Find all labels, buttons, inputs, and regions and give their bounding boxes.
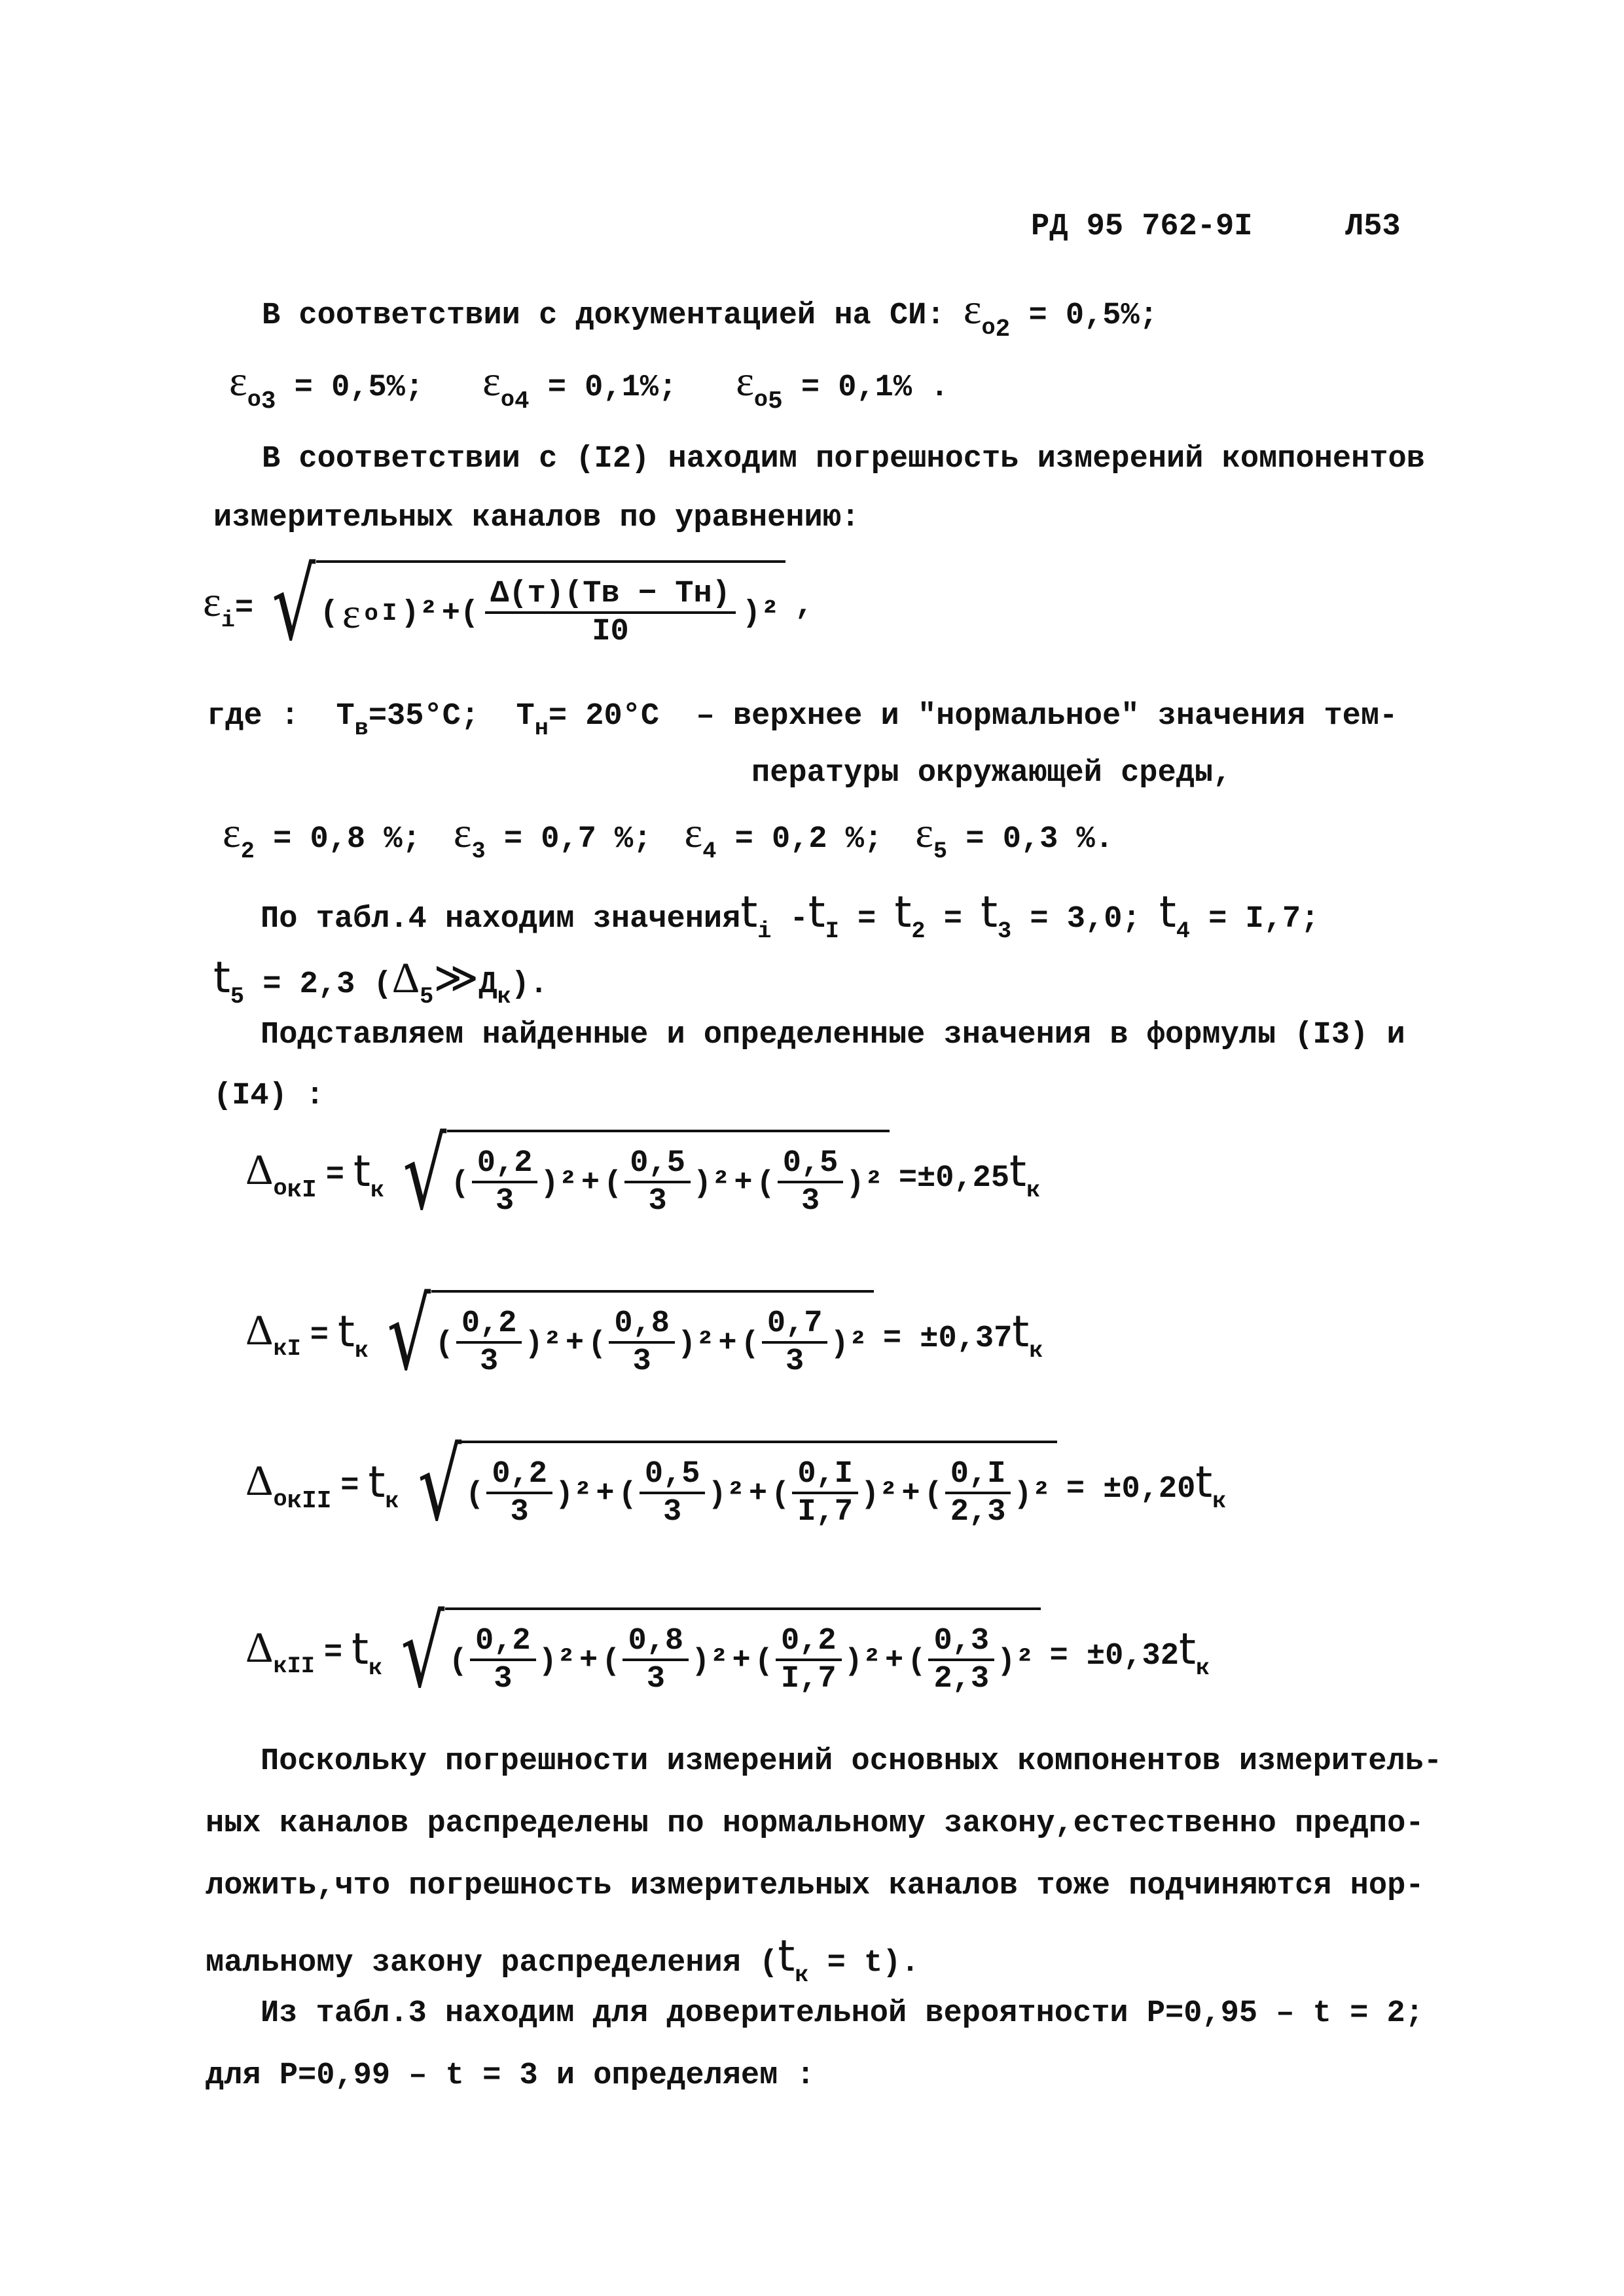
close: )² <box>742 596 780 632</box>
p2-line1: В соответствии с (I2) находим погрешность измерений компонентов <box>262 442 1425 476</box>
subsub: I <box>382 600 397 628</box>
denominator: 3 <box>510 1494 529 1530</box>
sqrt <box>391 1596 1040 1710</box>
t-factor <box>368 1457 399 1515</box>
p5-line1: Поскольку погрешности измерений основных компонентов измеритель- <box>261 1744 1443 1779</box>
plus: + <box>901 1477 920 1512</box>
denominator: 3 <box>646 1661 665 1696</box>
sub: 3 <box>471 838 486 865</box>
plus: +( <box>441 596 479 632</box>
term: ( $\frac{0,3}{2,3}$ )² <box>907 1624 1034 1698</box>
text: = t). <box>808 1946 920 1981</box>
denominator: 3 <box>480 1344 499 1379</box>
value: = I,7; <box>1189 902 1320 937</box>
t-symbol: t <box>368 1457 386 1508</box>
t-symbol: t <box>981 887 998 937</box>
equals: = <box>323 1635 343 1670</box>
sub: кI <box>273 1335 301 1362</box>
equals: = <box>310 1318 329 1353</box>
numerator: 0,2 <box>776 1624 842 1661</box>
main-formula <box>203 548 814 662</box>
where-desc: – верхнее и "нормальное" значения тем- <box>696 699 1398 734</box>
p5-line2: ных каналов распределены по нормальному закону,естественно предпо- <box>206 1806 1424 1841</box>
t-symbol: t <box>1195 1457 1213 1508</box>
formula-1 <box>245 1118 1041 1232</box>
fraction <box>776 1624 842 1698</box>
sub: к <box>795 1962 809 1988</box>
p3-text: По табл.4 находим значения <box>261 902 741 937</box>
formula-3 <box>245 1429 1227 1543</box>
value: = 0,5%; <box>1028 298 1158 333</box>
denominator: I0 <box>592 614 629 649</box>
numerator: 0,8 <box>623 1624 689 1661</box>
result-value: = ±0,32 <box>1049 1639 1179 1674</box>
term: ( $\frac{0,2}{3}$ )² <box>465 1458 592 1531</box>
value: = 3,0; <box>1011 902 1141 937</box>
sqrt <box>378 1278 874 1392</box>
fraction <box>609 1307 675 1380</box>
term: ( $\frac{0,I}{2,3}$ )² <box>924 1458 1051 1531</box>
sub: o <box>500 386 514 413</box>
delta-symbol: Δ <box>391 954 420 1002</box>
denominator: 3 <box>494 1661 513 1696</box>
sub: 2 <box>911 918 926 944</box>
result <box>883 1306 1043 1364</box>
equals: = <box>325 1157 344 1193</box>
tn: T <box>516 699 535 734</box>
subsub: 4 <box>514 387 530 416</box>
sub: к <box>1029 1337 1043 1364</box>
tn-value: = 20°C <box>548 699 660 734</box>
t-symbol: t <box>740 887 758 937</box>
value: = 0,7 %; <box>503 822 652 857</box>
result-value: = ±0,37 <box>882 1321 1013 1357</box>
t-symbol: t <box>337 1306 355 1357</box>
p6-line1: Из табл.3 находим для доверительной вероятности Р=0,95 – t = 2; <box>261 1996 1424 2031</box>
lhs <box>203 577 253 634</box>
radical-sign: √ <box>401 1596 445 1710</box>
subsub: кII <box>287 1487 332 1515</box>
fraction <box>640 1458 706 1531</box>
subsub: кI <box>287 1176 317 1204</box>
fraction <box>486 1458 552 1531</box>
term: ( $\frac{0,I}{I,7}$ )² <box>771 1458 897 1531</box>
t-symbol: t <box>1159 887 1176 937</box>
sub: 5 <box>420 983 434 1010</box>
epsilon-symbol: ε <box>684 809 703 857</box>
fraction <box>623 1624 689 1698</box>
sub: к <box>369 1655 383 1681</box>
sub: o <box>753 386 768 413</box>
p6-line2: для Р=0,99 – t = 3 и определяем : <box>206 2058 815 2093</box>
radical-sign: √ <box>403 1118 447 1232</box>
tv-value: =35°C; <box>368 699 480 734</box>
sub: o <box>247 386 261 413</box>
t-symbol: t <box>808 887 825 937</box>
t-symbol: t <box>894 887 912 937</box>
term: ( $\frac{0,2}{3}$ )² <box>449 1624 575 1698</box>
epsilon-symbol: ε <box>229 357 247 405</box>
delta-symbol: Δ <box>245 1457 274 1505</box>
text: мальному закону распределения ( <box>206 1946 778 1981</box>
term: ( $\frac{0,5}{3}$ )² <box>619 1458 745 1531</box>
dash: - <box>771 902 808 937</box>
numerator: 0,3 <box>928 1624 994 1661</box>
sub: к <box>354 1337 369 1364</box>
fraction <box>762 1307 828 1380</box>
eps-line <box>223 808 1113 865</box>
sub: i <box>221 607 235 634</box>
term: ( $\frac{0,8}{3}$ )² <box>588 1307 714 1380</box>
eps0-line <box>229 357 948 416</box>
fraction <box>472 1147 538 1220</box>
eps-item <box>684 808 882 865</box>
denominator: 3 <box>632 1344 651 1379</box>
radical-sign: √ <box>387 1278 431 1392</box>
eps0-item <box>482 357 677 416</box>
t-factor <box>338 1306 369 1364</box>
t-symbol: t <box>213 952 230 1003</box>
value: = 0,8 %; <box>273 822 421 857</box>
open: ( <box>319 596 338 632</box>
numerator: 0,2 <box>456 1307 522 1344</box>
value: = 0,1% . <box>801 370 949 405</box>
lhs <box>245 1145 317 1204</box>
sub: кII <box>273 1653 315 1679</box>
denominator: 2,3 <box>950 1494 1006 1530</box>
sub: 5 <box>230 983 245 1010</box>
denominator: 3 <box>496 1183 514 1219</box>
delta-symbol: Δ <box>245 1624 274 1672</box>
formula-4 <box>245 1596 1210 1710</box>
denominator: 3 <box>648 1183 667 1219</box>
epsilon-symbol: ε <box>736 357 754 405</box>
lhs <box>245 1306 301 1365</box>
epsilon-symbol: ε <box>342 589 361 637</box>
sub: 4 <box>702 838 717 865</box>
t-symbol: t <box>1178 1624 1196 1675</box>
term: ( $\frac{0,5}{3}$ )² <box>757 1147 883 1220</box>
value: = 0,5%; <box>294 370 424 405</box>
numerator: 0,2 <box>472 1147 538 1183</box>
sub: к <box>1026 1177 1041 1204</box>
epsilon-symbol: ε <box>482 357 501 405</box>
denominator: 3 <box>801 1183 820 1219</box>
term: ( $\frac{0,2}{3}$ )² <box>435 1307 562 1380</box>
denominator: I,7 <box>780 1661 837 1696</box>
epsilon-symbol: ε <box>223 809 241 857</box>
plus: + <box>565 1326 585 1361</box>
value: = 0,2 %; <box>734 822 883 857</box>
subsub: 3 <box>261 387 276 416</box>
subsub: 5 <box>768 387 783 416</box>
plus: + <box>581 1166 600 1201</box>
eps-item <box>223 808 421 865</box>
lhs <box>245 1456 331 1515</box>
fraction <box>456 1307 522 1380</box>
eps0-item <box>736 357 948 416</box>
t-symbol: t <box>1009 1146 1026 1197</box>
result <box>1066 1457 1226 1515</box>
equals: = <box>234 591 254 626</box>
sqrt <box>393 1118 890 1232</box>
sub: к <box>497 983 511 1010</box>
t-factor <box>352 1624 382 1681</box>
denominator: 3 <box>663 1494 682 1530</box>
denominator: 3 <box>785 1344 804 1379</box>
eps-item <box>454 808 652 865</box>
numerator: 0,I <box>792 1458 858 1494</box>
t-symbol: t <box>352 1624 369 1675</box>
plus: + <box>732 1643 751 1679</box>
plus: + <box>748 1477 768 1512</box>
term: ( $\frac{0,8}{3}$ )² <box>602 1624 728 1698</box>
fraction <box>945 1458 1011 1531</box>
value: = 0,3 %. <box>965 822 1113 857</box>
radical-sign: √ <box>417 1429 461 1543</box>
sub: 2 <box>240 838 255 865</box>
term: ( $\frac{0,2}{I,7}$ )² <box>755 1624 881 1698</box>
where-label: где : <box>207 699 300 734</box>
sqrt-body <box>316 560 786 651</box>
sub: i <box>757 918 772 944</box>
equals: = <box>340 1468 359 1503</box>
term: ( $\frac{0,5}{3}$ )² <box>604 1147 730 1220</box>
result <box>899 1146 1040 1204</box>
term: ( $\frac{0,7}{3}$ )² <box>741 1307 867 1380</box>
numerator: 0,5 <box>640 1458 706 1494</box>
page-number: Л53 <box>1345 209 1401 244</box>
sub: o <box>273 1175 287 1202</box>
fraction <box>778 1147 844 1220</box>
sqrt <box>262 548 785 662</box>
sub: o <box>981 314 996 341</box>
fraction <box>485 577 736 651</box>
p2-line2: измерительных каналов по уравнению: <box>213 501 860 535</box>
fraction <box>928 1624 994 1698</box>
t-symbol: t <box>1012 1306 1030 1357</box>
delta-symbol: Δ <box>245 1146 274 1194</box>
epsilon-symbol: ε <box>203 578 221 626</box>
sub: к <box>1212 1488 1227 1515</box>
sub: 5 <box>933 838 948 865</box>
t-symbol: t <box>353 1146 370 1197</box>
fraction <box>624 1147 691 1220</box>
denominator: 2,3 <box>933 1661 990 1696</box>
sub: к <box>385 1488 399 1515</box>
p3-line2 <box>213 952 548 1010</box>
plus: + <box>718 1326 737 1361</box>
numerator: 0,I <box>945 1458 1011 1494</box>
value: = 2,3 ( <box>244 967 392 1002</box>
sub: к <box>1195 1655 1210 1681</box>
fraction <box>470 1624 536 1698</box>
numerator: 0,2 <box>470 1624 536 1661</box>
eps-item <box>915 808 1113 865</box>
comma: , <box>795 588 814 623</box>
term: ( $\frac{0,2}{3}$ )² <box>451 1147 577 1220</box>
numerator: 0,8 <box>609 1307 675 1344</box>
sqrt-body <box>461 1441 1057 1531</box>
value: = 0,1%; <box>547 370 677 405</box>
lhs <box>245 1623 315 1682</box>
sqrt-body <box>445 1607 1041 1698</box>
result <box>1050 1624 1210 1681</box>
p1-text: В соответствии с документацией на СИ: <box>262 298 945 333</box>
subsub: 2 <box>995 315 1011 344</box>
result-value: = ±0,20 <box>1066 1472 1196 1507</box>
numerator: Δ(т)(Tв − Tн) <box>485 577 736 614</box>
where-desc2: пературы окружающей среды, <box>751 756 1232 791</box>
equals: = <box>925 902 981 937</box>
epsilon-symbol: ε <box>963 285 982 333</box>
plus: + <box>579 1643 598 1679</box>
doc-code: РД 95 762-9I <box>1031 209 1253 244</box>
p4-line1: Подставляем найденные и определенные значения в формулы (I3) и <box>261 1018 1405 1052</box>
result-value: =±0,25 <box>898 1161 1010 1196</box>
epsilon-symbol: ε <box>453 809 472 857</box>
numerator: 0,2 <box>486 1458 552 1494</box>
delta-symbol: Δ <box>245 1306 274 1355</box>
close: )² <box>401 596 438 632</box>
sub: I <box>825 918 839 944</box>
sub: 4 <box>1176 918 1190 944</box>
sqrt <box>408 1429 1057 1543</box>
plus: + <box>885 1643 904 1679</box>
where-line <box>207 699 1398 742</box>
sub: в <box>354 715 369 742</box>
p5-line3: ложить,что погрешность измерительных каналов тоже подчиняются нор- <box>206 1869 1424 1903</box>
plus: + <box>596 1477 615 1512</box>
p3-line1 <box>261 887 1319 944</box>
much-greater-symbol: ≫ <box>433 954 479 1002</box>
tv: T <box>336 699 355 734</box>
sub: к <box>370 1177 384 1204</box>
radical-sign: √ <box>272 548 316 662</box>
numerator: 0,5 <box>778 1147 844 1183</box>
sub: 3 <box>998 918 1012 944</box>
equals: = <box>839 902 895 937</box>
t-symbol: t <box>778 1931 795 1981</box>
sub: o <box>364 600 378 627</box>
p5-line4 <box>206 1931 920 1988</box>
fraction <box>792 1458 858 1531</box>
p1-line <box>262 285 1158 344</box>
end: ). <box>511 967 549 1002</box>
sqrt-body <box>431 1290 874 1380</box>
sub: н <box>534 715 549 742</box>
numerator: 0,7 <box>762 1307 828 1344</box>
sqrt-body <box>447 1130 890 1220</box>
denominator: I,7 <box>797 1494 853 1530</box>
p4-line2: (I4) : <box>213 1079 325 1113</box>
formula-2 <box>245 1278 1043 1392</box>
eps0-item <box>229 357 424 416</box>
plus: + <box>734 1166 753 1201</box>
t-factor <box>353 1146 384 1204</box>
numerator: 0,5 <box>624 1147 691 1183</box>
epsilon-symbol: ε <box>915 809 933 857</box>
dk: Д <box>478 967 497 1002</box>
sub: o <box>273 1486 287 1513</box>
